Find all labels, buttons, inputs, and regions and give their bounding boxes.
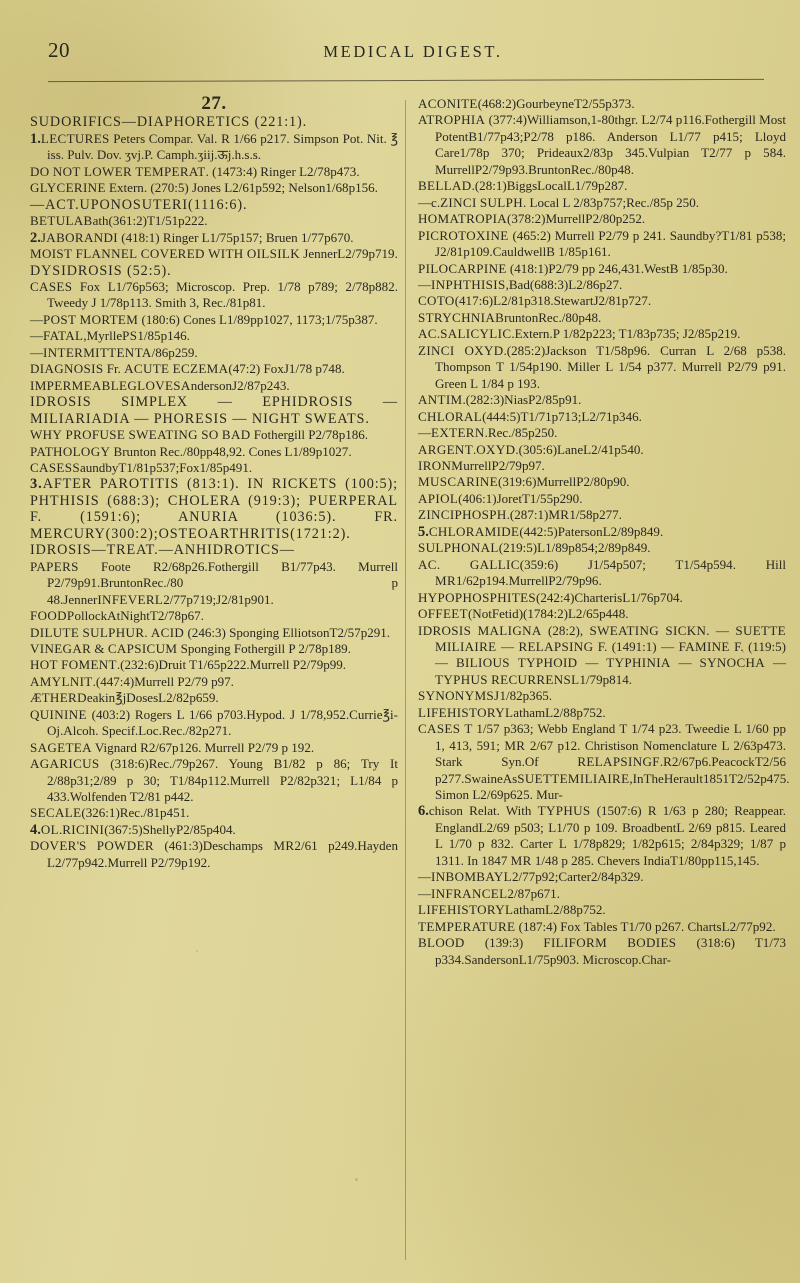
index-entry: ÆTHERDeakin℥jDosesL2/82p659. bbox=[30, 690, 219, 706]
index-entry: CASESSaundbyT1/81p537;Fox1/85p491. bbox=[30, 459, 253, 475]
index-entry: ANTIM.(282:3)NiasP2/85p91. bbox=[418, 392, 582, 408]
running-head bbox=[44, 38, 756, 66]
running-title: MEDICAL DIGEST. bbox=[323, 42, 503, 61]
index-entry: SECALE(326:1)Rec./81p451. bbox=[30, 805, 190, 821]
index-entry: QUININE (403:2) Rogers L 1/66 p703.Hypod. J 1/78,952.Currie℥i-Oj.Alcoh. Specif.Loc.Rec./82p271. bbox=[30, 706, 398, 739]
index-entry: MUSCARINE(319:6)MurrellP2/80p90. bbox=[418, 474, 630, 490]
index-entry: HOMATROPIA(378:2)MurrellP2/80p252. bbox=[418, 211, 646, 227]
right-entry-list bbox=[418, 96, 790, 968]
entry-number: 5. bbox=[418, 523, 429, 540]
index-entry: PILOCARPINE (418:1)P2/79 pp 246,431.WestB 1/85p30. bbox=[418, 260, 728, 276]
index-entry: IRONMurrellP2/79p97. bbox=[418, 457, 545, 473]
index-entry: AGARICUS (318:6)Rec./79p267. Young B1/82 p 86; Try It 2/88p31;2/89 p 30; T1/84p112.Murrell P2/82p321; L1/84 p 433.Wolfenden T2/81 p442. bbox=[30, 756, 398, 805]
section-number: 27. bbox=[201, 93, 227, 114]
index-entry: —INTERMITTENTA/86p259. bbox=[30, 344, 198, 360]
right-column bbox=[418, 96, 790, 1275]
index-entry: —c.ZINCI SULPH. Local L 2/83p757;Rec./85p 250. bbox=[418, 194, 699, 210]
index-entry: ACONITE(468:2)GourbeyneT2/55p373. bbox=[418, 96, 635, 111]
index-entry: MOIST FLANNEL COVERED WITH OILSILK JennerL2/79p719. bbox=[30, 246, 398, 262]
index-entry: 2.JABORANDI (418:1) Ringer L1/75p157; Bruen 1/77p670. bbox=[30, 229, 354, 246]
index-heading: DYSIDROSIS (52:5). bbox=[30, 262, 172, 279]
left-column bbox=[30, 93, 398, 1275]
index-entry: TEMPERATURE (187:4) Fox Tables T1/70 p267. ChartsL2/77p92. bbox=[418, 918, 776, 934]
entry-number: 2. bbox=[30, 229, 41, 246]
index-entry: ATROPHIA (377:4)Williamson,1-80thgr. L2/74 p116.Fothergill Most PotentB1/77p43;P2/78 p186. Anderson L1/77 p415; Lloyd Care1/78p 370; Prideaux2/83p 345.Vulpian T2/77 p 584. MurrellP2/79p93.BruntonRec./80p48. bbox=[418, 112, 786, 177]
index-entry: WHY PROFUSE SWEATING SO BAD Fothergill P2/78p186. bbox=[30, 427, 369, 443]
index-entry: AC. GALLIC(359:6) J1/54p507; T1/54p594. Hill MR1/62p194.MurrellP2/79p96. bbox=[418, 556, 786, 589]
index-entry: IMPERMEABLEGLOVESAndersonJ2/87p243. bbox=[30, 377, 290, 393]
index-entry: 6.chison Relat. With TYPHUS (1507:6) R 1/63 p 280; Reappear. EnglandL2/69 p503; L1/70 p 109. BroadbentL 2/69 p815. Leared L 1/70 p 832. Carter L 1/78p829; 1/82p615; 2/84p329; 1/87 p 1311. In 1847 MR 1/48 p 285. Chevers IndiaT1/80pp115,145. bbox=[418, 803, 786, 868]
index-entry: VINEGAR & CAPSICUM Sponging Fothergill P 2/78p189. bbox=[30, 640, 351, 656]
index-entry: 1.LECTURES Peters Compar. Val. R 1/66 p217. Simpson Pot. Nit. ℥ iss. Pulv. Dov. ʒvj.P. Camph.ʒiij.ऊj.h.s.s. bbox=[30, 130, 398, 163]
index-entry: BELLAD.(28:1)BiggsLocalL1/79p287. bbox=[418, 178, 628, 194]
index-entry: LIFEHISTORYLathamL2/88p752. bbox=[418, 704, 606, 720]
index-entry: BETULABath(361:2)T1/51p222. bbox=[30, 213, 208, 229]
index-entry: PATHOLOGY Brunton Rec./80pp48,92. Cones L1/89p1027. bbox=[30, 443, 352, 459]
index-entry: FOODPollockAtNightT2/78p67. bbox=[30, 608, 204, 624]
index-entry: SYNONYMSJ1/82p365. bbox=[418, 688, 553, 704]
index-entry: OFFEET(NotFetid)(1784:2)L2/65p448. bbox=[418, 606, 629, 622]
page-folio-number: 20 bbox=[48, 38, 70, 62]
index-heading: 3.AFTER PAROTITIS (813:1). IN RICKETS (100:5); PHTHISIS (688:3); CHOLERA (919:3); PUERPERAL F. (1591:6); ANURIA (1036:5). FR. MERCURY(300:2);OSTEOARTHRITIS(1721:2). bbox=[30, 476, 398, 542]
index-entry: DIAGNOSIS Fr. ACUTE ECZEMA(47:2) FoxJ1/78 p748. bbox=[30, 361, 345, 377]
index-entry: CHLORAL(444:5)T1/71p713;L2/71p346. bbox=[418, 408, 642, 424]
index-entry: AMYLNIT.(447:4)Murrell P2/79 p97. bbox=[30, 673, 234, 689]
index-entry: SULPHONAL(219:5)L1/89p854;2/89p849. bbox=[418, 540, 651, 556]
index-entry: DOVER'S POWDER (461:3)Deschamps MR2/61 p249.Hayden L2/77p942.Murrell P2/79p192. bbox=[30, 838, 398, 870]
index-entry: CASES T 1/57 p363; Webb England T 1/74 p23. Tweedie L 1/60 pp 1, 413, 591; MR 2/67 p12. Christison Nomenclature L 2/63p473. Stark Syn.Of RELAPSINGF.R2/67p6.PeacockT2/56 p277.SwaineAsSUETTEMILIAIRE,InTheHerault1851T2/52p475. Simon L2/69p625. Mur- bbox=[418, 721, 790, 803]
index-entry: DO NOT LOWER TEMPERAT. (1473:4) Ringer L2/78p473. bbox=[30, 163, 360, 179]
entry-number: 4. bbox=[30, 821, 41, 838]
index-entry: —EXTERN.Rec./85p250. bbox=[418, 425, 558, 441]
index-entry: GLYCERINE Extern. (270:5) Jones L2/61p592; Nelson1/68p156. bbox=[30, 180, 378, 196]
index-entry: ARGENT.OXYD.(305:6)LaneL2/41p540. bbox=[418, 441, 644, 457]
entry-number: 3. bbox=[30, 476, 43, 493]
two-column-body bbox=[0, 93, 800, 1275]
index-heading: IDROSIS—TREAT.—ANHIDROTICS— bbox=[30, 542, 295, 559]
entry-number: 6. bbox=[418, 803, 429, 820]
index-entry: COTO(417:6)L2/81p318.StewartJ2/81p727. bbox=[418, 293, 652, 309]
index-entry: —INBOMBAYL2/77p92;Carter2/84p329. bbox=[418, 869, 644, 885]
index-entry: —INPHTHISIS,Bad(688:3)L2/86p27. bbox=[418, 276, 623, 292]
index-entry: 5.CHLORAMIDE(442:5)PatersonL2/89p849. bbox=[418, 523, 664, 540]
index-entry: —POST MORTEM (180:6) Cones L1/89pp1027, 1173;1/75p387. bbox=[30, 311, 378, 327]
index-entry: LIFEHISTORYLathamL2/88p752. bbox=[418, 902, 606, 918]
index-entry: HYPOPHOSPHITES(242:4)CharterisL1/76p704. bbox=[418, 589, 683, 605]
left-column-heading: SUDORIFICS—DIAPHORETICS (221:1). bbox=[30, 114, 308, 131]
index-entry: HOT FOMENT.(232:6)Druit T1/65p222.Murrell P2/79p99. bbox=[30, 657, 347, 673]
index-entry: STRYCHNIABruntonRec./80p48. bbox=[418, 309, 602, 325]
entry-number: 1. bbox=[30, 130, 41, 147]
index-entry: 4.OL.RICINI(367:5)ShellyP2/85p404. bbox=[30, 821, 236, 838]
index-entry: PICROTOXINE (465:2) Murrell P2/79 p 241. Saundby?T1/81 p538; J2/81p109.CauldwellB 1/85p161. bbox=[418, 227, 786, 260]
index-entry: DILUTE SULPHUR. ACID (246:3) Sponging ElliotsonT2/57p291. bbox=[30, 624, 391, 640]
index-heading: IDROSIS SIMPLEX — EPHIDROSIS — MILIARIADIA — PHORESIS — NIGHT SWEATS. bbox=[30, 394, 398, 427]
left-entry-list bbox=[30, 131, 398, 871]
index-entry: ZINCI OXYD.(285:2)Jackson T1/58p96. Curran L 2/68 p538. Thompson T 1/54p190. Miller L 1/54 p377. Murrell P2/79 p91. Green L 1/84 p 193. bbox=[418, 342, 787, 391]
index-entry: ZINCIPHOSPH.(287:1)MR1/58p277. bbox=[418, 507, 622, 523]
index-entry: APIOL(406:1)JoretT1/55p290. bbox=[418, 490, 583, 506]
index-entry: —FATAL,MyrllePS1/85p146. bbox=[30, 328, 190, 344]
index-entry: SAGETEA Vignard R2/67p126. Murrell P2/79 p 192. bbox=[30, 739, 315, 755]
index-entry: —INFRANCEL2/87p671. bbox=[418, 885, 560, 901]
index-entry: IDROSIS MALIGNA (28:2), SWEATING SICKN. — SUETTE MILIAIRE — RELAPSING F. (1491:1) — FAMINE F. (119:5) — BILIOUS TYPHOID — TYPHINIA — SYNOCHA — TYPHUS RECURRENSL1/79p814. bbox=[418, 622, 787, 687]
index-entry: AC.SALICYLIC.Extern.P 1/82p223; T1/83p735; J2/85p219. bbox=[418, 326, 741, 342]
index-entry: PAPERS Foote R2/68p26.Fothergill B1/77p43. Murrell P2/79p91.BruntonRec./80 p 48.JennerINFEVERL2/77p719;J2/81p901. bbox=[30, 558, 398, 607]
index-entry: BLOOD (139:3) FILIFORM BODIES (318:6) T1/73 p334.SandersonL1/75p903. Microscop.Char- bbox=[418, 935, 786, 967]
header-rule bbox=[48, 79, 764, 82]
index-entry: CASES Fox L1/76p563; Microscop. Prep. 1/78 p789; 2/78p882. Tweedy J 1/78p113. Smith 3, Rec./81p81. bbox=[30, 278, 398, 311]
index-heading: —ACT.UPONOSUTERI(1116:6). bbox=[30, 196, 248, 213]
